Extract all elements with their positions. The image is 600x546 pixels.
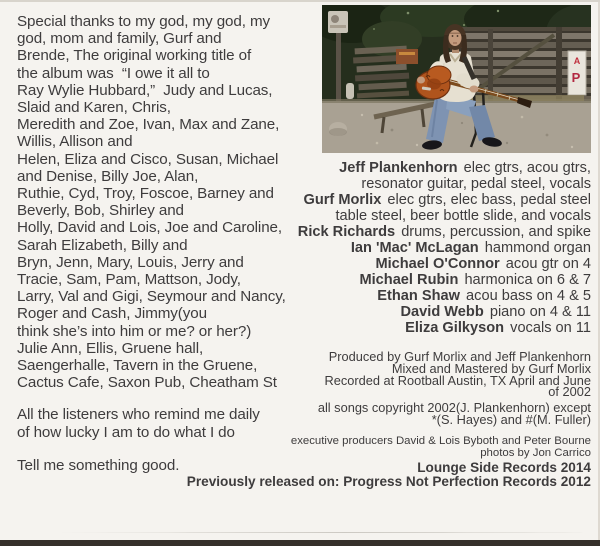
card-top-edge xyxy=(0,0,600,2)
card-bottom-curve xyxy=(50,532,585,533)
credit-line: Gurf Morlix elec gtrs, elec bass, pedal steel xyxy=(303,192,591,208)
artist-photo xyxy=(322,5,591,153)
text-line: Julie Ann, Ellis, Gruene hall, xyxy=(17,339,204,357)
credit-line: David Webb piano on 4 & 11 xyxy=(400,304,591,320)
credit-name: Michael O'Connor xyxy=(375,256,500,272)
card-bottom-edge xyxy=(0,540,600,546)
text-line: Larry, Val and Gigi, Seymour and Nancy, xyxy=(17,288,286,306)
text-line: Beverly, Bob, Shirley and xyxy=(17,202,184,220)
text-line: Cactus Cafe, Saxon Pub, Cheatham St xyxy=(17,374,277,392)
photo-illustration xyxy=(322,5,591,153)
label-line: Lounge Side Records 2014 xyxy=(417,460,591,475)
text-line: god, mom and family, Gurf and xyxy=(17,30,222,48)
text-line: Holly, David and Lois, Joe and Caroline, xyxy=(17,219,283,237)
production-line: *(S. Hayes) and #(M. Fuller) xyxy=(431,411,591,427)
text-line: Tell me something good. xyxy=(17,456,180,474)
gate-sign xyxy=(568,51,586,95)
credit-line: Ian 'Mac' McLagan hammond organ xyxy=(350,240,591,256)
text-line: and Denise, Billy Joe, Alan, xyxy=(17,167,199,185)
text-line: Tracie, Sam, Pam, Mattson, Jody, xyxy=(17,271,241,289)
credit-name: Ethan Shaw xyxy=(377,288,460,304)
text-line: think she’s into him or me? or her?) xyxy=(17,322,252,340)
credit-line: Jeff Plankenhorn elec gtrs, acou gtrs, xyxy=(339,160,591,176)
production-line: of 2002 xyxy=(548,384,591,400)
credit-name: Ian 'Mac' McLagan xyxy=(350,240,479,256)
text-line: the album was “I owe it all to xyxy=(17,64,210,82)
credit-name: David Webb xyxy=(400,304,484,320)
text-line: Sarah Elizabeth, Billy and xyxy=(17,236,188,254)
sign-letter-a: A xyxy=(573,56,581,66)
text-line: Ray Wylie Hubbard,” Judy and Lucas, xyxy=(17,81,273,99)
credit-line: Michael O'Connor acou gtr on 4 xyxy=(375,256,591,272)
production-line: Recorded at Rootball Austin, TX April and June xyxy=(324,372,591,388)
credit-line: Eliza Gilkyson vocals on 11 xyxy=(405,320,591,336)
credit-line: Ethan Shaw acou bass on 4 & 5 xyxy=(377,288,591,304)
text-line: Special thanks to my god, my god, my xyxy=(17,13,271,30)
sign-letter-p: P xyxy=(571,70,581,85)
label-line: Previously released on: Progress Not Perfection Records 2012 xyxy=(186,473,591,489)
text-line: of how lucky I am to do what I do xyxy=(17,423,235,441)
production-line: all songs copyright 2002(J. Plankenhorn) except xyxy=(317,400,591,416)
musician-credits xyxy=(151,160,591,336)
production-line: Produced by Gurf Morlix and Jeff Plankenhorn xyxy=(328,349,591,364)
text-line: All the listeners who remind me daily xyxy=(17,406,260,424)
production-line: Mixed and Mastered by Gurf Morlix xyxy=(391,360,591,376)
text-line: Bryn, Jenn, Mary, Louis, Jerry and xyxy=(17,253,244,271)
record-label-lines xyxy=(151,461,591,488)
text-line: Roger and Cash, Jimmy(you xyxy=(17,305,207,323)
credit-line: resonator guitar, pedal steel, vocals xyxy=(361,176,591,192)
credit-name: Michael Rubin xyxy=(359,272,459,288)
text-line: Slaid and Karen, Chris, xyxy=(17,99,171,117)
text-line: Helen, Eliza and Cisco, Susan, Michael xyxy=(17,150,279,168)
text-line: Saengerhalle, Tavern in the Gruene, xyxy=(17,357,258,375)
credit-line: table steel, beer bottle slide, and vocals xyxy=(335,208,591,224)
executive-credits xyxy=(151,436,591,459)
credit-line: Michael Rubin harmonica on 6 & 7 xyxy=(359,272,591,288)
text-line: Ruthie, Cyd, Troy, Foscoe, Barney and xyxy=(17,185,274,203)
text-line: Brende, The original working title of xyxy=(17,47,252,65)
credit-name: Eliza Gilkyson xyxy=(405,320,505,336)
text-line: Willis, Allison and xyxy=(17,133,133,151)
exec-line: photos by Jon Carrico xyxy=(480,446,591,459)
orange-sign xyxy=(396,49,418,64)
exec-line: executive producers David & Lois Byboth and Peter Bourne xyxy=(290,435,591,447)
text-line: Meredith and Zoe, Ivan, Max and Zane, xyxy=(17,116,280,134)
credit-name: Jeff Plankenhorn xyxy=(339,160,458,176)
credit-name: Rick Richards xyxy=(297,224,396,240)
credit-line: Rick Richards drums, percussion, and spike xyxy=(297,224,591,240)
production-credits xyxy=(151,351,591,426)
orange-sign-text-bar xyxy=(399,52,415,55)
credit-name: Gurf Morlix xyxy=(303,192,382,208)
